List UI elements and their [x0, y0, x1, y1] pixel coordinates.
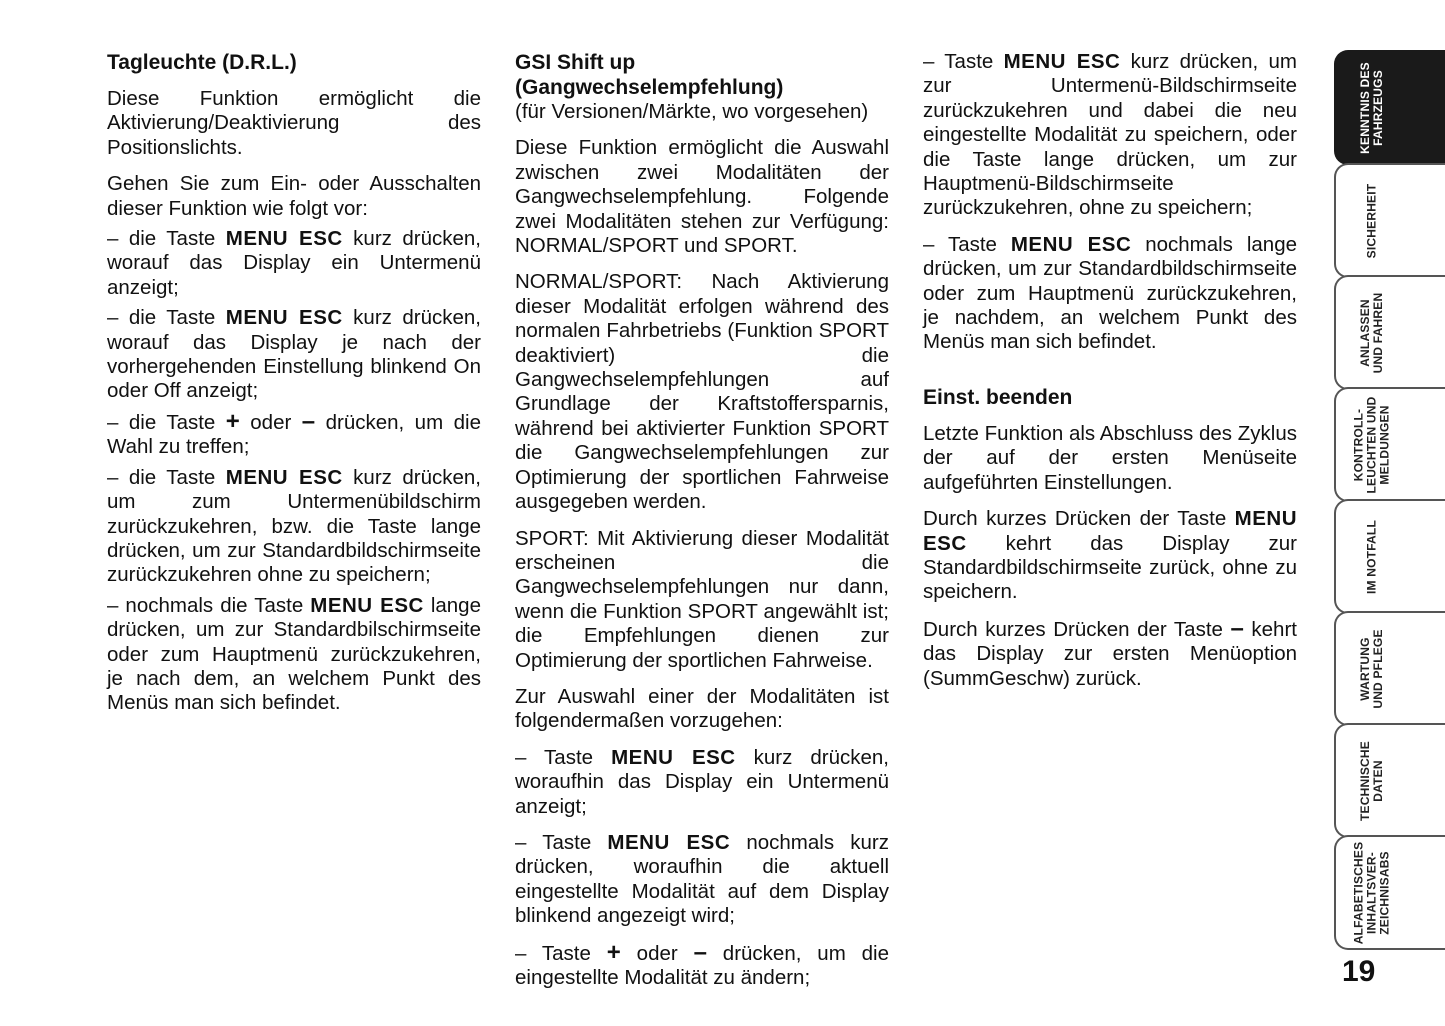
step-item: – Taste MENU ESC kurz drücken, woraufhin das Display ein Untermenü anzeigt;	[515, 745, 889, 818]
minus-symbol: –	[1230, 614, 1244, 642]
minus-symbol: –	[693, 938, 707, 966]
step-item: – die Taste MENU ESC kurz drücken, um zum Untermenübildschirm zurückzukehren, bzw. die Taste lange drücken, um zur Standardbildschirmseite zurückzukehren ohne zu speichern;	[107, 465, 481, 587]
paragraph: Gehen Sie zum Ein- oder Ausschalten dieser Funktion wie folgt vor:	[107, 172, 481, 220]
step-item: – nochmals die Taste MENU ESC lange drücken, um zur Standardbilschirmseite oder zum Hauptmenü zurückzukehren, je nach dem, an welchem Punkt des Menüs man sich befindet.	[107, 593, 481, 715]
subheading: (für Versionen/Märkte, wo vorgesehen)	[515, 100, 869, 123]
heading-gsi: GSI Shift up (Gangwechselempfehlung)	[515, 51, 784, 99]
column-middle	[515, 50, 889, 1002]
paragraph: Zur Auswahl einer der Modalitäten ist folgendermaßen vorzugehen:	[515, 684, 889, 733]
plus-symbol: +	[225, 407, 240, 435]
paragraph: SPORT: Mit Aktivierung dieser Modalität erscheinen die Gangwechselempfehlungen nur dann, wenn die Funktion SPORT angewählt ist; die Empfehlungen dienen zur Optimierung der sportlichen Fahrweise.	[515, 526, 889, 672]
page-number: 19	[1342, 955, 1376, 988]
heading-einst-beenden: Einst. beenden	[923, 385, 1073, 409]
step-item: – die Taste MENU ESC kurz drücken, worauf das Display ein Untermenü anzeigt;	[107, 227, 481, 299]
step-item: – Taste MENU ESC kurz drücken, um zur Untermenü-Bildschirmseite zurückzukehren und dabei die neu eingestellte Modalität zu speichern, oder die Taste lange drücken, um zur Hauptmenü-Bildschirmseite zurückzukehren, ohne zu speichern;	[923, 50, 1297, 220]
tab-anlassen-und-fahren[interactable]: ANLASSEN UND FAHREN	[1334, 275, 1445, 390]
paragraph: Durch kurzes Drücken der Taste – kehrt das Display zur ersten Menüoption (SummGeschw) zurück.	[923, 614, 1297, 690]
minus-symbol: –	[301, 407, 316, 435]
tab-im-notfall[interactable]: IM NOTFALL	[1334, 499, 1445, 614]
step-item: – die Taste + oder – drücken, um die Wahl zu treffen;	[107, 407, 481, 459]
step-item: – die Taste MENU ESC kurz drücken, worauf das Display je nach der vorhergehenden Einstellung blinkend On oder Off anzeigt;	[107, 306, 481, 403]
plus-symbol: +	[606, 938, 621, 966]
tab-wartung-und-pflege[interactable]: WARTUNG UND PFLEGE	[1334, 611, 1445, 726]
column-left	[107, 50, 481, 722]
paragraph: Diese Funktion ermöglicht die Auswahl zwischen zwei Modalitäten der Gangwechselempfehlung. Folgende zwei Modalitäten stehen zur Verfügung: NORMAL/SPORT und SPORT.	[515, 136, 889, 258]
step-item: – Taste MENU ESC nochmals kurz drücken, woraufhin die aktuell eingestellte Modalität auf dem Display blinkend angezeigt wird;	[515, 830, 889, 928]
paragraph: NORMAL/SPORT: Nach Aktivierung dieser Modalität erfolgen während des normalen Fahrbetriebs (Funktion SPORT deaktiviert) die Gangwechselempfehlungen auf Grundlage der Kraftstoffersparnis, während bei aktivierter Funktion SPORT die Gangwechselempfehlungen zur Optimierung der sportlichen Fahrweise ausgegeben werden.	[515, 270, 889, 514]
paragraph: Letzte Funktion als Abschluss des Zyklus der auf der ersten Menüseite aufgeführten Einstellungen.	[923, 421, 1297, 494]
tab-sicherheit[interactable]: SICHERHEIT	[1334, 163, 1445, 278]
tab-alfabetisches-inhaltsverzeichnis[interactable]: ALFABETISCHES INHALTSVER- ZEICHNISABS	[1334, 835, 1445, 950]
paragraph: Diese Funktion ermöglicht die Aktivierung/Deaktivierung des Positionslichts.	[107, 87, 481, 159]
tab-kontrollleuchten-und-meldungen[interactable]: KONTROLL- LEUCHTEN UND MELDUNGEN	[1334, 387, 1445, 502]
heading-tagleuchte: Tagleuchte (D.R.L.)	[107, 51, 297, 74]
column-right	[923, 50, 1297, 703]
step-item: – Taste MENU ESC nochmals lange drücken, um zur Standardbildschirmseite oder zum Hauptmenü zurückzukehren, je nachdem, an welchem Punkt des Menüs man sich befindet.	[923, 232, 1297, 354]
tab-kenntnis-des-fahrzeugs[interactable]: KENNTNIS DES FAHRZEUGS	[1334, 50, 1445, 165]
tab-technische-daten[interactable]: TECHNISCHE DATEN	[1334, 723, 1445, 838]
step-item: – Taste + oder – drücken, um die eingestellte Modalität zu ändern;	[515, 938, 890, 989]
paragraph: Durch kurzes Drücken der Taste MENU ESC kehrt das Display zur Standardbildschirmseite zurück, ohne zu speichern.	[923, 507, 1297, 604]
